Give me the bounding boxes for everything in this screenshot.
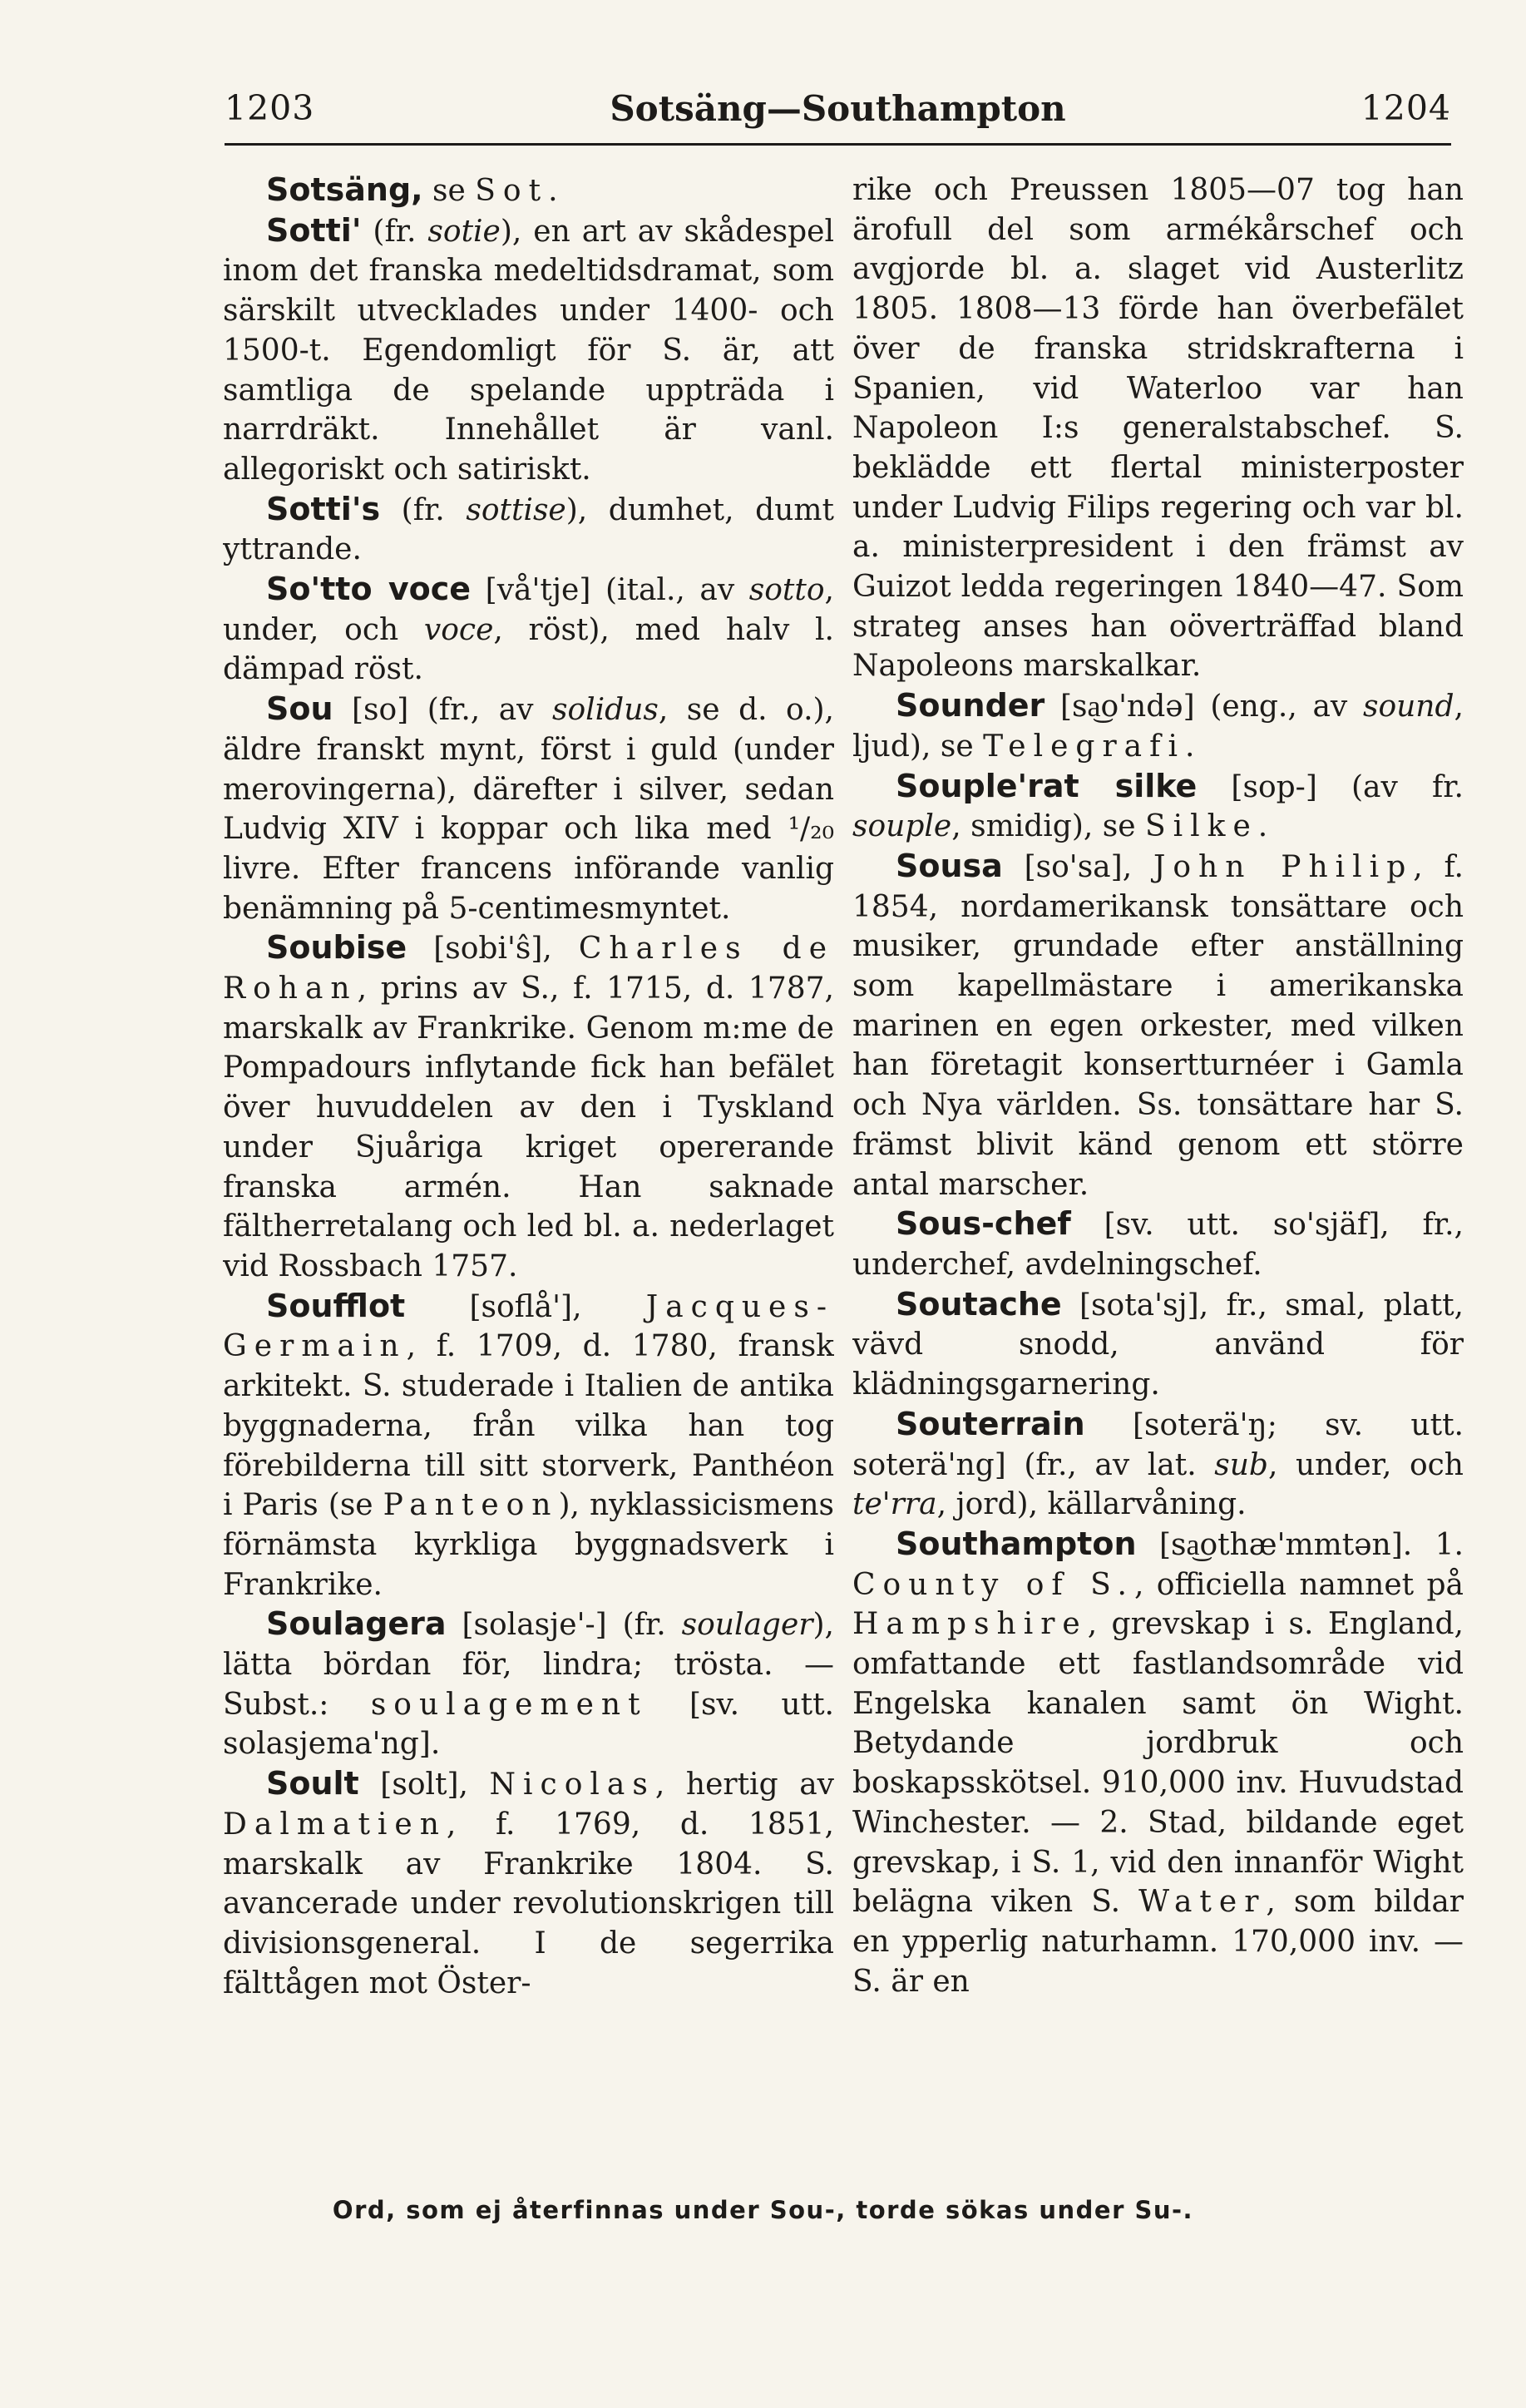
left-column xyxy=(223,171,834,2192)
entry-text: [solasje'-] (fr. xyxy=(446,1608,682,1643)
entry-text: rike och Preussen 1805—07 tog han ärofull del som armékårschef och avgjorde bl. a. slaget vid Austerlitz 1805. 1808—13 förde han överbefälet över de franska stridskrafterna i Spanien, vid Waterloo var han Napoleon I:s generalstabschef. S. beklädde ett flertal ministerposter under Ludvig Filips regering och var bl. a. ministerpresident i den främst av Guizot ledda regeringen 1840—47. Som strateg anses han oöverträffad bland Napoleons marskalkar. xyxy=(852,173,1464,684)
entry-headword: Sotsäng, xyxy=(266,171,423,208)
entry-text: [sa͜o'ndə] (eng., av xyxy=(1044,690,1363,724)
entry-spaced-name: Silke xyxy=(1144,809,1258,844)
dictionary-entry xyxy=(223,690,834,928)
entry-italic-text: solidus xyxy=(552,693,659,728)
entry-headword: Southampton xyxy=(896,1525,1137,1562)
header-rule xyxy=(225,143,1451,146)
entry-text: , f. 1854, nordamerikansk tonsättare och musiker, grundade efter anställning som kapellmästare i amerikanska marinen en egen orkester, med vilken han företagit konsertturnéer i Gamla och Nya världen. Ss. tonsättare har S. främst blivit känd genom ett större antal marscher. xyxy=(852,849,1464,1202)
entry-headword: Soubise xyxy=(266,929,407,967)
entry-text: [soterä'ŋ; sv. utt. soterä'ng] (fr., av lat. xyxy=(852,1407,1464,1482)
entry-spaced-name: Dalmatien xyxy=(223,1807,447,1842)
entry-text: [sobi'ŝ], xyxy=(407,932,579,967)
entry-text: [sv. utt. solasjema'ng]. xyxy=(223,1687,834,1762)
entry-text: [soflå'], xyxy=(405,1289,646,1324)
entry-spaced-name: Water xyxy=(1138,1885,1267,1920)
entry-text: , prins av S., f. 1715, d. 1787, marskalk av Frankrike. Genom m:me de Pompadours inflytande fick han befälet över huvuddelen av den i Tyskland under Sjuåriga kriget opererande franska armén. Han saknade fältherretalang och led bl. a. nederlaget vid Rossbach 1757. xyxy=(223,972,834,1283)
entry-spaced-name: Hampshire xyxy=(852,1607,1088,1642)
entry-headword: Soulagera xyxy=(266,1605,447,1643)
page-number-left: 1203 xyxy=(225,88,315,128)
dictionary-entry xyxy=(223,1764,834,2003)
dictionary-entry xyxy=(223,570,834,690)
page-footer-note: Ord, som ej återfinnas under Sou-, torde sökas under Su-. xyxy=(332,2196,1194,2224)
entry-italic-text: souple xyxy=(852,809,952,844)
dictionary-entry xyxy=(223,211,834,490)
entry-headword: Sotti's xyxy=(266,490,381,527)
dictionary-entry xyxy=(223,1605,834,1764)
entry-spaced-name: soulagement xyxy=(370,1687,648,1722)
entry-text: , som bildar en ypperlig naturhamn. 170,000 inv. — S. är en xyxy=(852,1885,1464,1999)
dictionary-entry xyxy=(852,847,1464,1204)
entry-headword: Sotti' xyxy=(266,211,362,249)
entry-text: [sota'sj], fr., smal, platt, vävd snodd, använd för klädningsgarnering. xyxy=(852,1288,1464,1402)
dictionary-entry xyxy=(223,490,834,570)
entry-text: [solt], xyxy=(358,1768,490,1802)
entry-text: ), nyklassicismens förnämsta kyrkliga byggnadsverk i Frankrike. xyxy=(223,1488,834,1602)
entry-text: , hertig av xyxy=(654,1768,834,1802)
entry-text: , jord), källarvåning. xyxy=(936,1487,1247,1522)
entry-text: , se d. o.), äldre franskt mynt, först i guld (under merovingerna), därefter i silver, sedan Ludvig XIV i koppar och lika med ¹/₂₀ livre. Efter francens införande vanlig benämning på 5-centimesmyntet. xyxy=(223,693,834,926)
entry-text: , f. 1709, d. 1780, fransk arkitekt. S. studerade i Italien de antika byggnaderna, från vilka han tog förebilderna till sitt storverk, Panthéon i Paris (se xyxy=(223,1329,834,1523)
dictionary-entry xyxy=(852,686,1464,766)
entry-italic-text: te'rra xyxy=(852,1487,937,1522)
entry-text: , f. 1769, d. 1851, marskalk av Frankrike 1804. S. avancerade under revolutionskrigen till divisionsgeneral. I de segerrika fälttågen mot Öster- xyxy=(223,1807,834,2000)
running-title: Sotsäng—Southampton xyxy=(610,88,1066,129)
entry-text: [sop-] (av fr. xyxy=(1197,769,1464,804)
entry-spaced-name: Jacques-Germain xyxy=(223,1289,834,1364)
dictionary-entry xyxy=(852,1204,1464,1284)
entry-text: ), dumhet, dumt yttrande. xyxy=(223,492,834,567)
entry-italic-text: sotie xyxy=(427,214,501,249)
entry-headword: Soutache xyxy=(896,1285,1062,1323)
entry-text: [so'sa], xyxy=(1002,849,1153,884)
entry-text: ), en art av skådespel inom det franska medeltidsdramat, som särskilt utvecklades under 1400- och 1500-t. Egendomligt för S. är, att samtliga de spelande uppträda i narrdräkt. Innehållet är vanl. allegoriskt och satiriskt. xyxy=(223,214,834,487)
page-header xyxy=(225,83,1451,141)
entry-headword: Souple'rat silke xyxy=(896,767,1198,804)
dictionary-entry xyxy=(223,1287,834,1605)
entry-headword: Souterrain xyxy=(896,1405,1085,1442)
entry-text: , under, och xyxy=(1267,1447,1464,1482)
entry-spaced-name: Nicolas xyxy=(489,1768,655,1802)
entry-text: se xyxy=(422,174,476,208)
entry-italic-text: soulager xyxy=(681,1608,813,1643)
entry-text: ), lätta bördan för, lindra; trösta. — Subst.: xyxy=(223,1608,834,1722)
entry-headword: Sounder xyxy=(896,687,1045,724)
entry-spaced-name: Sot xyxy=(475,174,549,208)
entry-spaced-name: John Philip xyxy=(1153,849,1414,884)
entry-text: , ljud), se xyxy=(852,690,1464,764)
entry-headword: Sousa xyxy=(896,847,1003,884)
dictionary-entry xyxy=(852,171,1464,686)
dictionary-entry xyxy=(852,1525,1464,2001)
entry-text: (fr. xyxy=(380,492,467,527)
entry-italic-text: sotto xyxy=(748,573,825,608)
entry-headword: Sou xyxy=(266,690,333,728)
entry-headword: Soufflot xyxy=(266,1287,406,1324)
page-number-right: 1204 xyxy=(1361,88,1451,128)
dictionary-entry xyxy=(223,928,834,1286)
entry-text: . xyxy=(1184,729,1195,764)
entry-text: , röst), med halv l. dämpad röst. xyxy=(223,612,834,687)
entry-text: [vå'tje] (ital., av xyxy=(471,573,749,608)
entry-text: (fr. xyxy=(361,214,428,249)
dictionary-entry xyxy=(852,1285,1464,1405)
entry-headword: Soult xyxy=(266,1765,359,1802)
entry-italic-text: sub xyxy=(1214,1447,1268,1482)
entry-text: . xyxy=(1257,809,1268,844)
entry-spaced-name: Charles de Rohan xyxy=(223,932,834,1006)
dictionary-entry xyxy=(223,171,834,211)
entry-text: , officiella namnet på xyxy=(1133,1567,1464,1602)
entry-spaced-name: County of S. xyxy=(852,1567,1134,1602)
dictionary-entry xyxy=(852,1405,1464,1525)
entry-headword: Sous-chef xyxy=(896,1205,1071,1243)
entry-headword: So'tto voce xyxy=(266,571,472,608)
entry-text: , grevskap i s. England, omfattande ett fastlandsområde vid Engelska kanalen samt ön Wight. Betydande jordbruk och boskapsskötsel. 910,000 inv. Huvudstad Winchester. — 2. Stad, bildande eget grevskap, i S. 1, vid den innanför Wight belägna viken S. xyxy=(852,1607,1464,1920)
entry-spaced-name: Telegrafi xyxy=(983,729,1185,764)
entry-italic-text: sottise xyxy=(466,492,566,527)
dictionary-entry xyxy=(852,767,1464,847)
entry-text: . xyxy=(548,174,558,208)
entry-text: [sv. utt. so'sjäf], fr., underchef, avdelningschef. xyxy=(852,1208,1464,1282)
entry-text: , under, och xyxy=(223,573,834,647)
entry-spaced-name: Panteon xyxy=(383,1488,559,1523)
entry-text: [so] (fr., av xyxy=(333,693,552,728)
entry-italic-text: sound xyxy=(1362,690,1454,724)
entry-text: [sa͜othæ'mmtən]. 1. xyxy=(1136,1527,1464,1562)
right-column xyxy=(852,171,1464,2192)
entry-text: , smidig), se xyxy=(951,809,1145,844)
entry-italic-text: voce xyxy=(423,612,494,647)
